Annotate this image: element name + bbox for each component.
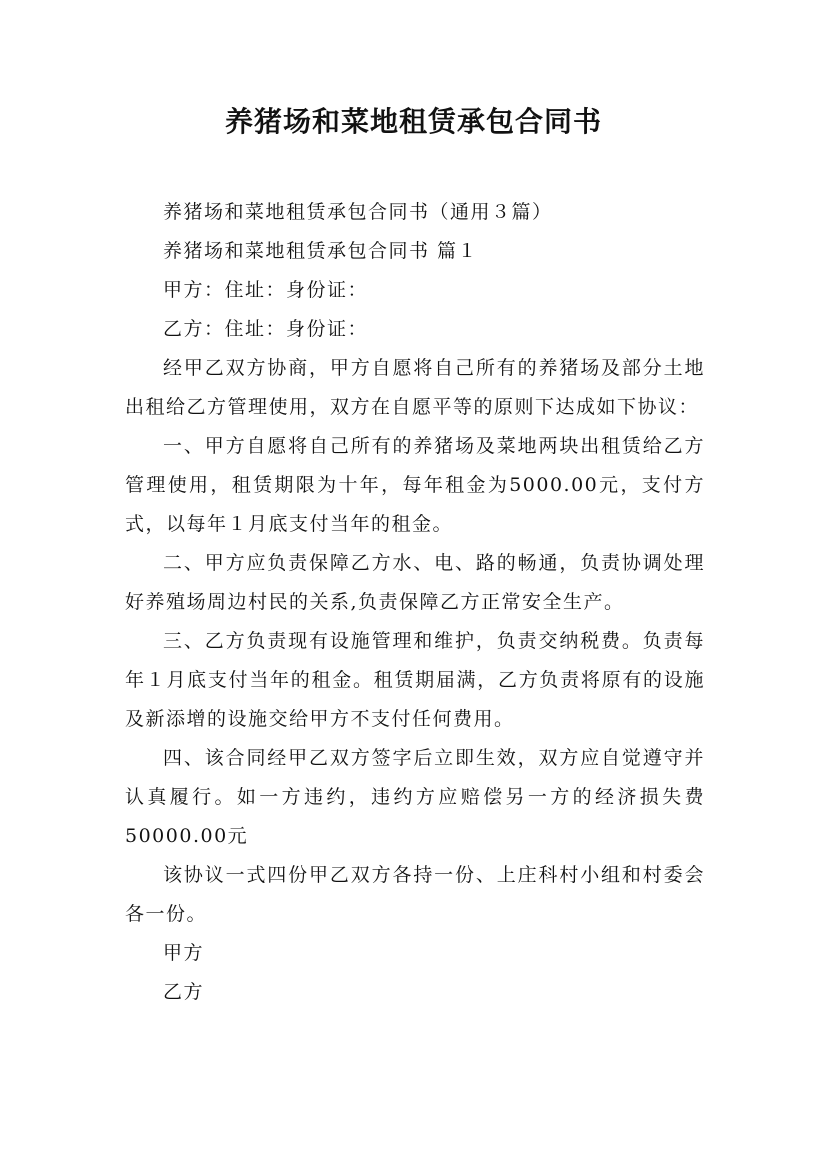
copies-paragraph: 该协议一式四份甲乙双方各持一份、上庄科村小组和村委会各一份。: [125, 864, 705, 925]
party-b-signature-label: 乙方: [163, 981, 205, 1003]
section-heading-paragraph: 养猪场和菜地租赁承包合同书 篇１: [163, 240, 479, 262]
party-b-info: 乙方：住址：身份证：: [163, 318, 369, 340]
party-a-signature-label: 甲方: [163, 942, 205, 964]
clause-1-paragraph: 一、甲方自愿将自己所有的养猪场及菜地两块出租赁给乙方管理使用，租赁期限为十年，每年租金为5000.00元，支付方式，以每年１月底支付当年的租金。: [125, 435, 705, 535]
subtitle-paragraph: 养猪场和菜地租赁承包合同书（通用３篇）: [163, 201, 553, 223]
document-body: [125, 193, 705, 1012]
clause-3-paragraph: 三、乙方负责现有设施管理和维护，负责交纳税费。负责每年１月底支付当年的租金。租赁期届满，乙方负责将原有的设施及新添增的设施交给甲方不支付任何费用。: [125, 630, 705, 730]
clause-2-paragraph: 二、甲方应负责保障乙方水、电、路的畅通，负责协调处理好养殖场周边村民的关系,负责保障乙方正常安全生产。: [125, 552, 705, 613]
party-a-info: 甲方：住址：身份证：: [163, 279, 369, 301]
clause-4-paragraph: 四、该合同经甲乙双方签字后立即生效，双方应自觉遵守并认真履行。如一方违约，违约方应赔偿另一方的经济损失费50000.00元: [125, 747, 705, 847]
document-title: 养猪场和菜地租赁承包合同书: [224, 105, 602, 138]
preamble-paragraph: 经甲乙双方协商，甲方自愿将自己所有的养猪场及部分土地出租给乙方管理使用，双方在自愿平等的原则下达成如下协议：: [125, 357, 705, 418]
